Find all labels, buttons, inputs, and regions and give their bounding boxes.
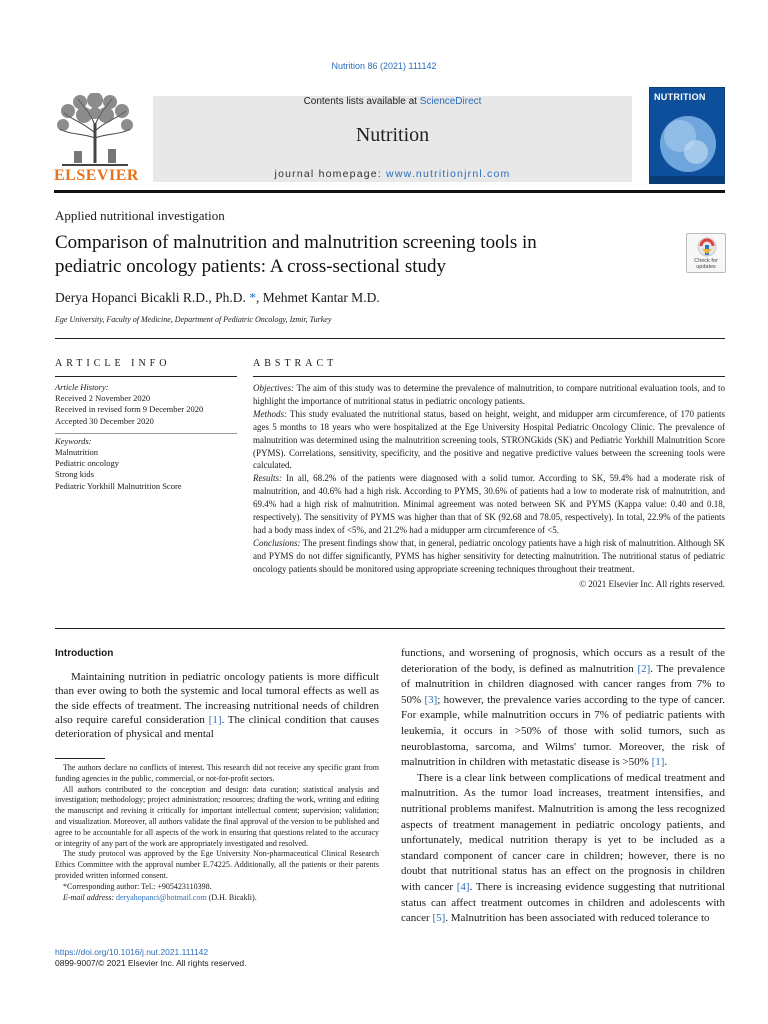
- info-top-rule: [55, 338, 725, 339]
- objectives-text: The aim of this study was to determine the prevalence of malnutrition, to compare nutritional evaluation tools, and to highlight the importance of nutritional status in pediatric oncology patients.: [253, 383, 725, 406]
- reference-link[interactable]: [5]: [432, 912, 446, 925]
- homepage-link[interactable]: www.nutritionjrnl.com: [386, 168, 511, 180]
- running-header[interactable]: Nutrition 86 (2021) 111142: [331, 61, 437, 71]
- abstract-bottom-rule: [55, 628, 725, 629]
- article-info: [55, 382, 237, 492]
- keyword: Pediatric Yorkhill Malnutrition Score: [55, 480, 182, 491]
- affiliation: Ege University, Faculty of Medicine, Department of Pediatric Oncology, Izmir, Turkey: [55, 315, 332, 324]
- footnote-contributions: All authors contributed to the conception and design: data curation; statistical analysis and investigation; methodology; project administration; resources; drafting the work, writing and editing the manuscript and revising it critically for important intellectual content; supervision; validation; and visualization. Moreover, all authors validate the final approval of the version to be published and agree to be accountable for all aspects of the work in ensuring that questions related to the accuracy or integrity of any part of the work are appropriately investigated and resolved.: [55, 784, 379, 848]
- author-2: Mehmet Kantar M.D.: [262, 290, 380, 305]
- journal-cover: [649, 87, 725, 184]
- body-right-column: [401, 646, 725, 927]
- conclusions-text: The present findings show that, in general, pediatric oncology patients have a high risk of malnutrition. Although SK and PYMS do not differ significantly, PYMS has higher sensitivity for detecting malnutrition. The nutritional status of pediatric oncology patients should be monitored using appropriate screening techniques throughout their treatment.: [253, 537, 725, 574]
- footnote-rule: [55, 758, 105, 759]
- article-title: [55, 231, 655, 279]
- objectives-label: Objectives:: [253, 383, 294, 393]
- author-list: [55, 290, 380, 306]
- title-line-1: Comparison of malnutrition and malnutrition screening tools in: [55, 232, 537, 253]
- cover-globe-icon: [650, 88, 725, 184]
- results-label: Results:: [253, 473, 282, 484]
- results-text: In all, 68.2% of the patients were diagnosed with a solid tumor. According to SK, 59.4% had a moderate risk of malnutrition, and 40.6% had a high risk. According to PYMS, 30.6% of patients had a low to moderate risk of malnutrition, and 69.4% had a high risk of malnutrition. Minimal agreement was noted between SK and PYMS (Kappa value: 0.40 and 0.18, respectively). The sensitivity of PYMS was higher than that of SK (92.68 and 78.05, respectively). In total, 22.9% of the patients had a body mass index of <5%, and 21.2% had a midupper arm circumference of <5.: [253, 473, 725, 535]
- elsevier-logo: [54, 93, 139, 185]
- reference-link[interactable]: [1]: [208, 713, 222, 726]
- paragraph-text: . There is increasing evidence suggesting that nutritional status can affect treatment outcomes in children and adolescents with cancer: [401, 880, 726, 925]
- received-date: Received 2 November 2020: [55, 393, 151, 404]
- email-link[interactable]: deryahopanci@hotmail.com: [116, 892, 207, 902]
- conclusions-label: Conclusions:: [253, 537, 301, 548]
- journal-name: Nutrition: [355, 124, 430, 146]
- reference-link[interactable]: [4]: [456, 880, 470, 893]
- abstract-conclusions: [253, 537, 725, 576]
- issn-line: 0899-9007/© 2021 Elsevier Inc. All rights reserved.: [55, 958, 247, 968]
- abstract-rule: [253, 376, 725, 377]
- footnote-conflicts: The authors declare no conflicts of interest. This research did not receive any specific grant from funding agencies in the public, commercial, or not-for-profit sectors.: [55, 763, 379, 783]
- accepted-date: Accepted 30 December 2020: [55, 415, 154, 426]
- homepage-line: [153, 168, 632, 180]
- paragraph-text: ; however, the prevalence varies according to the type of cancer. For example, while malnutrition occurs in 7% of pediatric patients with leukemia, it occurs in >50% of those with solid tumors, such as neuroblastoma, sarcoma, and Wilms' tumor. Moreover, the risk of malnutrition in children with metastatic disease is >50%: [401, 693, 725, 769]
- keyword: Malnutrition: [55, 447, 98, 458]
- keywords-label: Keywords:: [55, 435, 92, 446]
- paragraph-text: . The clinical condition that causes deterioration of physical and mental: [55, 713, 380, 741]
- paragraph-text: .: [664, 756, 668, 769]
- tree-icon: [54, 93, 136, 167]
- corresponding-author-mark[interactable]: *: [249, 290, 256, 305]
- keyword: Pediatric oncology: [55, 458, 119, 469]
- footnote-ethics: The study protocol was approved by the Ege University Non-pharmaceutical Clinical Research Ethics Committee with the approval number E.74225. Additionally, all the patients or their parents provided written informed consent.: [55, 849, 379, 880]
- doi-link[interactable]: https://doi.org/10.1016/j.nut.2021.111142: [55, 947, 209, 957]
- crossmark-label: [687, 258, 725, 270]
- introduction-heading: Introduction: [55, 648, 114, 659]
- check-for-updates-badge[interactable]: [686, 233, 726, 273]
- contents-line: [153, 96, 632, 107]
- article-info-heading: ARTICLE INFO: [55, 358, 171, 369]
- publisher-name: ELSEVIER: [54, 167, 139, 184]
- methods-label: Methods:: [253, 408, 287, 419]
- contents-prefix: Contents lists available at: [303, 96, 420, 107]
- abstract-copyright: © 2021 Elsevier Inc. All rights reserved.: [579, 578, 725, 589]
- paragraph-text: There is a clear link between complications of medical treatment and malnutrition. As the tumor load increases, treatment intensifies, and nutritional problems manifest. Malnutrition is among the less recognized aspects of treatment management in pediatric oncology patients, and unfortunately, medical nutrition therapy is yet to be included as a standard component of cancer care in children; however, there is no doubt that nutritional status has an effect on the prognosis in children with cancer: [401, 771, 725, 893]
- journal-banner: [153, 96, 632, 182]
- paragraph-text: . Malnutrition has been associated with reduced tolerance to: [445, 912, 710, 925]
- email-label: E-mail address:: [63, 892, 115, 902]
- revised-date: Received in revised form 9 December 2020: [55, 404, 204, 415]
- title-line-2: pediatric oncology patients: A cross-sectional study: [55, 256, 447, 277]
- abstract-results: [253, 472, 725, 537]
- abstract-objectives: [253, 382, 725, 408]
- email-suffix: (D.H. Bicakli).: [206, 892, 257, 902]
- crossmark-label-2: updates: [696, 264, 716, 270]
- crossmark-icon: [697, 237, 717, 257]
- history-label: Article History:: [55, 382, 109, 392]
- paragraph-text: . The prevalence of malnutrition in children diagnosed with cancer ranges from 7% to 50%: [401, 662, 725, 706]
- reference-link[interactable]: [3]: [424, 693, 438, 706]
- footnote-corresponding: *Corresponding author: Tel.: +905423110398.: [63, 881, 212, 891]
- page-footer: [55, 947, 246, 969]
- header-rule: [54, 190, 725, 193]
- methods-text: This study evaluated the nutritional status, based on height, weight, and midupper arm circumference, of 170 patients ages 5 months to 18 years who were hospitalized at the Ege University Hospital Pediatric Oncology Clinic. The prevalence of malnutrition was determined using the malnutrition screening tools, STRONGkids (SK) and Pediatric Yorkhill Malnutrition Score (PYMS). Correlations, sensitivity, specificity, and the positive and negative predictive values between the screening tools were calculated.: [253, 408, 725, 471]
- body-left-column: [55, 647, 379, 741]
- reference-link[interactable]: [1]: [651, 756, 665, 769]
- body-paragraph: [55, 670, 379, 741]
- abstract-body: [253, 382, 725, 591]
- article-info-rule: [55, 376, 237, 377]
- keywords-rule: [55, 433, 237, 434]
- body-paragraph: [401, 771, 725, 927]
- author-separator: ,: [255, 290, 263, 305]
- abstract-methods: [253, 408, 725, 473]
- sciencedirect-link[interactable]: ScienceDirect: [419, 96, 482, 107]
- section-type: Applied nutritional investigation: [55, 208, 225, 223]
- homepage-prefix: journal homepage:: [274, 168, 387, 180]
- author-1: Derya Hopanci Bicakli R.D., Ph.D.: [55, 290, 246, 305]
- abstract-heading: ABSTRACT: [253, 358, 338, 369]
- cover-title: NUTRITION: [654, 92, 706, 102]
- footnotes: [55, 763, 379, 903]
- paragraph-text: Maintaining nutrition in pediatric oncology patients is more difficult than ever owing to both the systemic and local tumoral effects as well as the side effects of treatment. The increasing nutritional needs of children also require careful consideration: [55, 671, 379, 726]
- body-paragraph: [401, 646, 725, 771]
- keyword: Strong kids: [55, 469, 94, 480]
- paragraph-text: functions, and worsening of prognosis, which occurs as a result of the deterioration of the body, is defined as malnutrition: [401, 647, 725, 675]
- crossmark-label-1: Check for: [694, 258, 718, 264]
- reference-link[interactable]: [2]: [637, 662, 651, 675]
- footnote-email: [55, 893, 379, 904]
